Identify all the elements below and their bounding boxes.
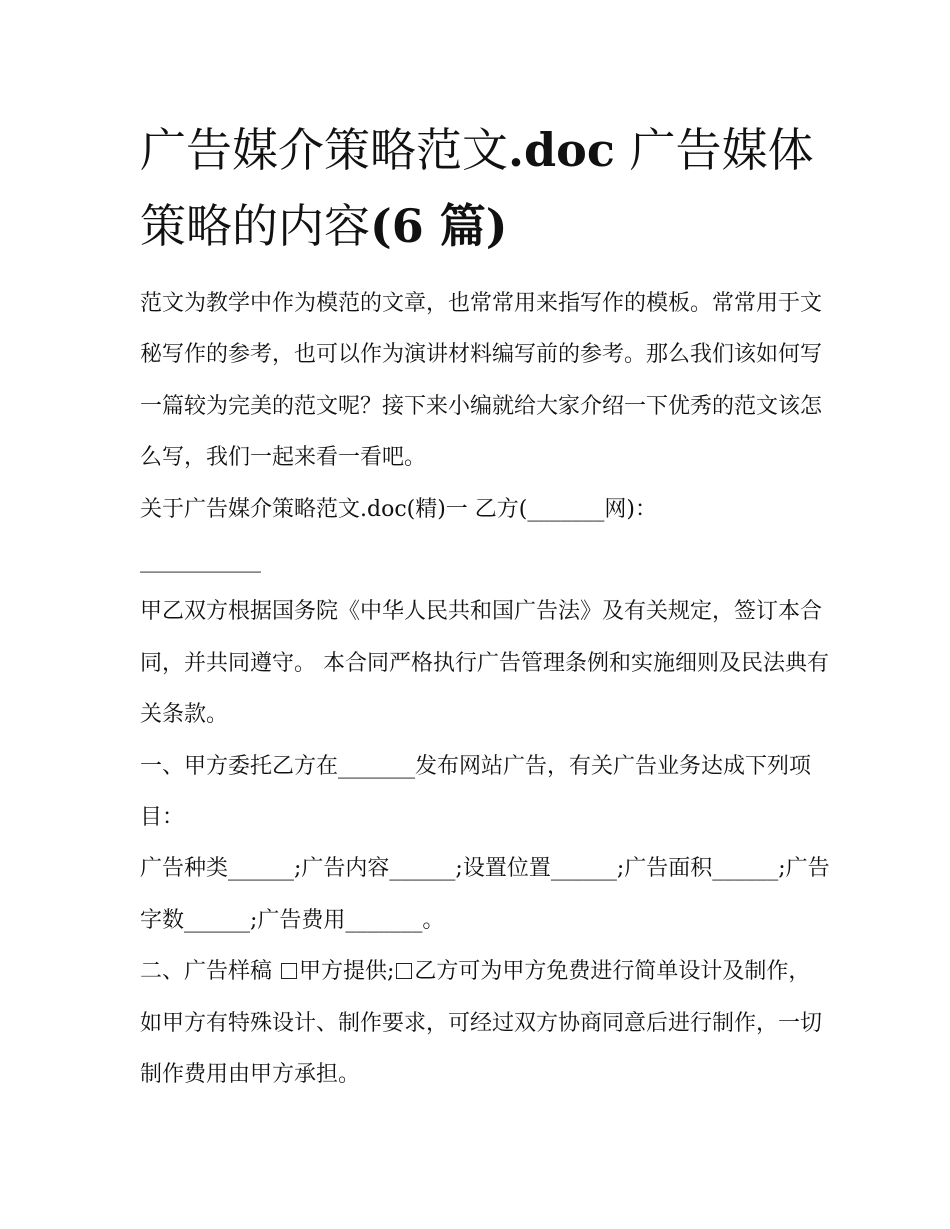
document-title [140, 112, 830, 264]
item-one-details: 广告种类______;广告内容______;设置位置______;广告面积______;广告字数______;广告费用_______。 [140, 856, 830, 933]
title-sub: 广告媒体策略的内容 [140, 123, 814, 253]
item-two-option-two: 乙方可为甲方免费进行简单设计及制作，如甲方有特殊设计、制作要求，可经过双方协商同意后进行制作，一切制作费用由甲方承担。 [140, 959, 823, 1088]
blank-line: ___________ [140, 548, 261, 574]
item-one: 一、甲方委托乙方在_______发布网站广告，有关广告业务达成下列项目： [140, 753, 812, 831]
title-doc-extension: .doc [508, 123, 615, 177]
law-paragraph: 甲乙双方根据国务院《中华人民共和国广告法》及有关规定，签订本合同，并共同遵守。 本合同严格执行广告管理条例和实施细则及民法典有关条款。 [140, 599, 829, 728]
checkbox-icon [281, 963, 297, 979]
item-two-prefix: 二、广告样稿 [140, 959, 279, 985]
document-body [140, 278, 830, 1101]
section-heading: 关于广告媒介策略范文.doc(精)一 乙方(_______网)： [140, 496, 657, 522]
intro-paragraph: 范文为教学中作为模范的文章，也常常用来指写作的模板。常常用于文秘写作的参考，也可以作为演讲材料编写前的参考。那么我们该如何写一篇较为完美的范文呢？接下来小编就给大家介绍一下优秀的范文该怎么写，我们一起来看一看吧。 [140, 291, 823, 471]
checkbox-icon [396, 963, 412, 979]
title-count: (6 篇) [370, 199, 508, 253]
item-two [140, 946, 830, 1100]
title-main: 广告媒介策略范文 [140, 123, 508, 177]
item-two-option-one: 甲方提供; [299, 959, 395, 985]
